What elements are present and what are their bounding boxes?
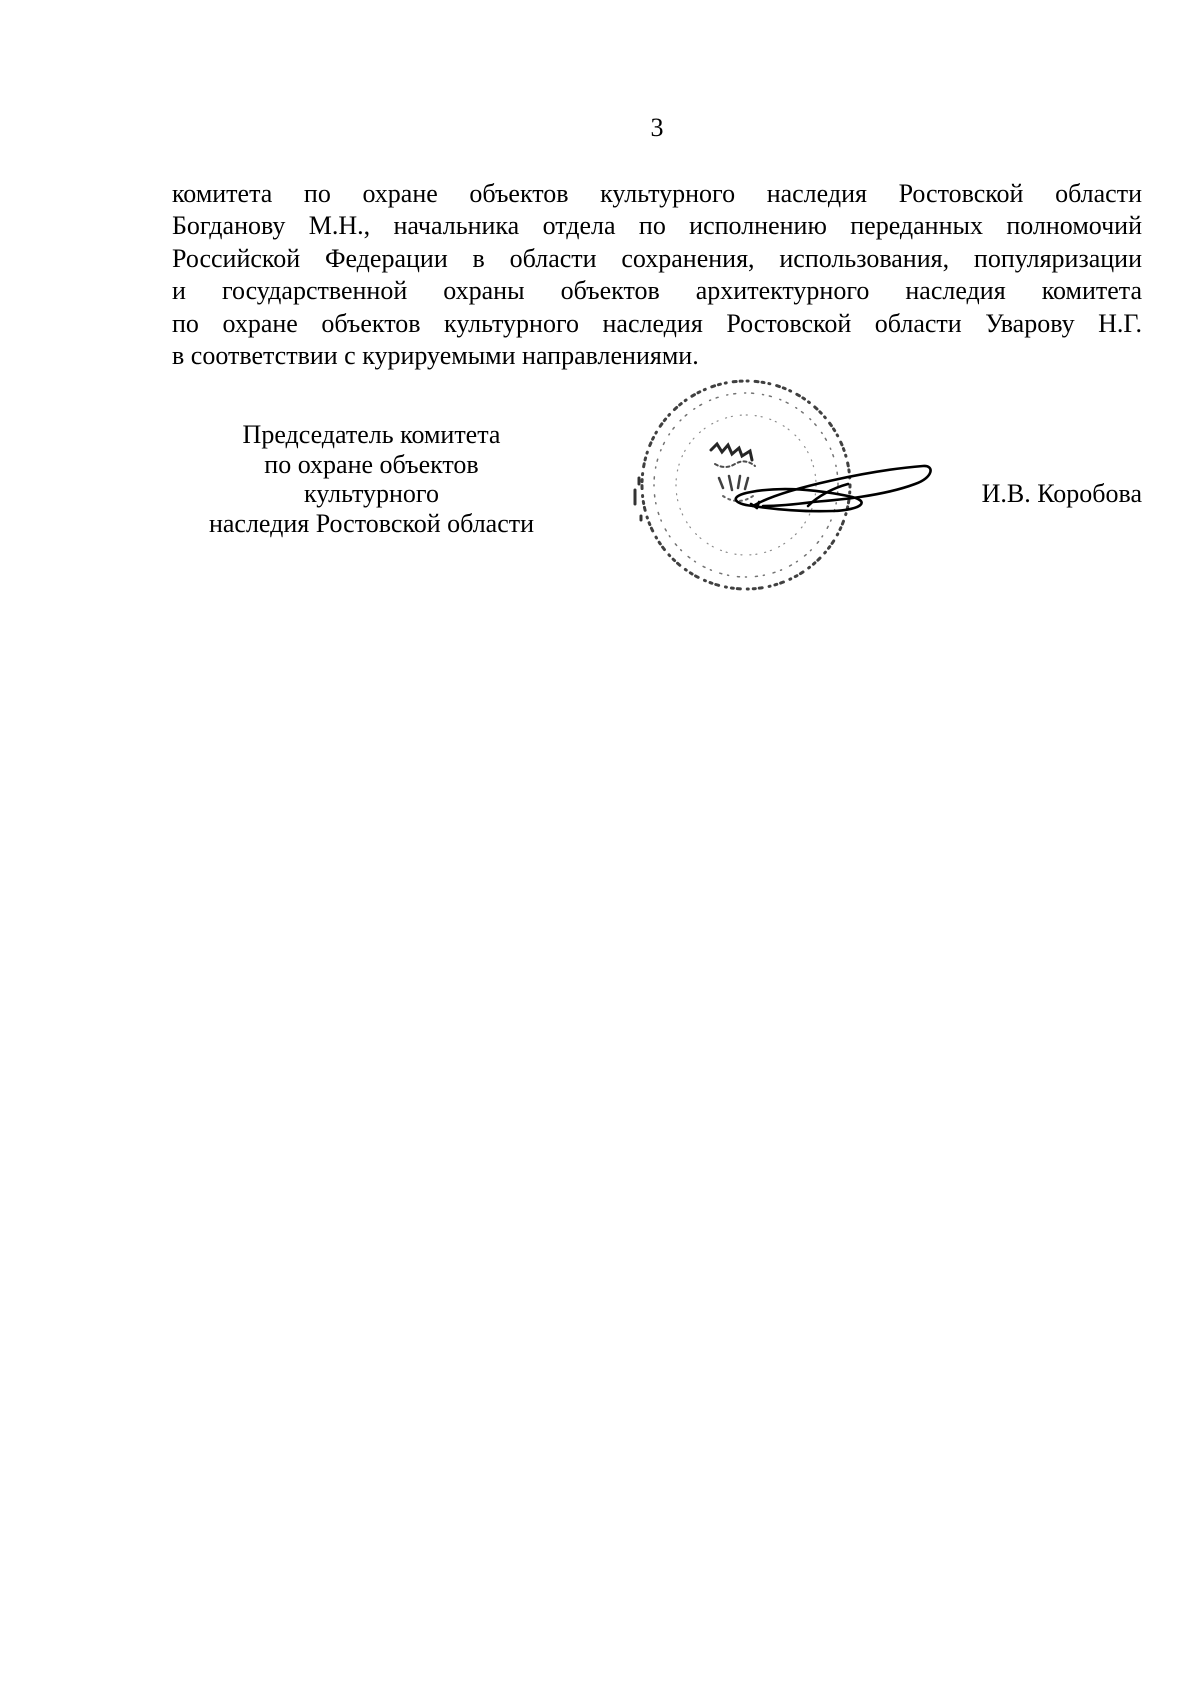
signer-name: И.В. Коробова bbox=[981, 479, 1142, 508]
official-seal-icon bbox=[633, 378, 933, 608]
paragraph-line: и государственной охраны объектов архитектурного наследия комитета bbox=[172, 276, 1142, 306]
signer-position-line: наследия Ростовской области bbox=[208, 508, 535, 538]
paragraph-line: комитета по охране объектов культурного наследия Ростовской области bbox=[172, 179, 1142, 208]
paragraph-line: Богданову М.Н., начальника отдела по исполнению переданных полномочий bbox=[172, 211, 1142, 241]
handwritten-signature-icon bbox=[736, 466, 931, 511]
signer-position bbox=[194, 420, 549, 538]
signer-position-line: по охране объектов культурного bbox=[264, 449, 479, 508]
paragraph-line: по охране объектов культурного наследия Ростовской области Уварову Н.Г. bbox=[172, 308, 1142, 338]
paragraph-line: Российской Федерации в области сохранения, использования, популяризации bbox=[172, 243, 1142, 273]
page-number: 3 bbox=[650, 113, 664, 142]
body-paragraph bbox=[172, 178, 1142, 372]
signer-position-line: Председатель комитета bbox=[242, 420, 501, 449]
paragraph-line: в соответствии с курируемыми направлениями. bbox=[172, 340, 699, 370]
signature-block bbox=[172, 420, 1142, 620]
